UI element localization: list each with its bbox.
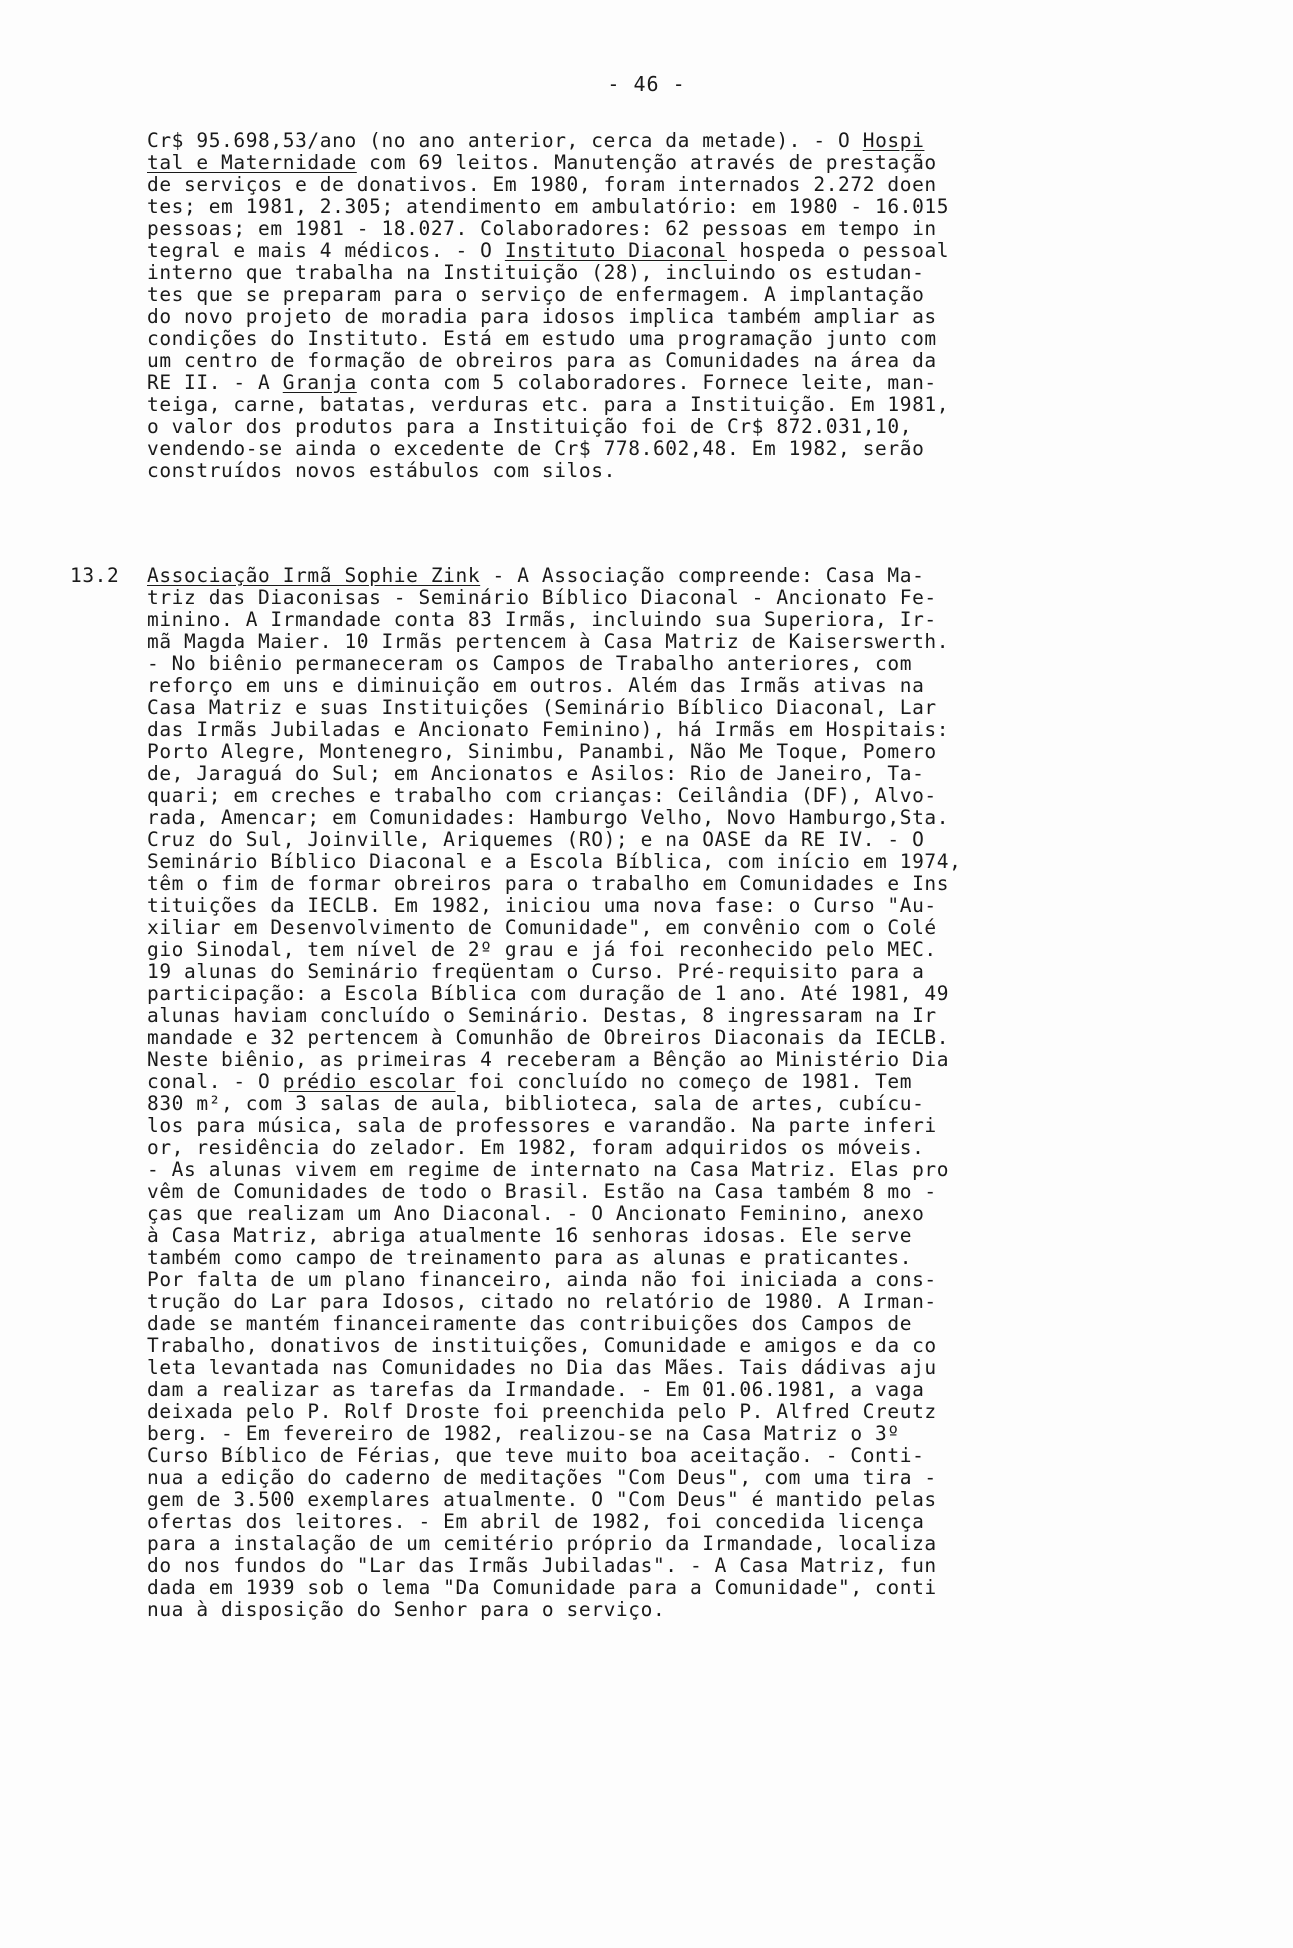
text-line: Trabalho, donativos de instituições, Comunidade e amigos e da co — [147, 1334, 937, 1357]
paragraph-hospital-instituto — [147, 130, 1162, 482]
text-line: gem de 3.500 exemplares atualmente. O "Com Deus" é mantido pelas — [147, 1488, 937, 1511]
text-line: Seminário Bíblico Diaconal e a Escola Bíblica, com início em 1974, — [147, 850, 962, 873]
text-line: rada, Amencar; em Comunidades: Hamburgo Velho, Novo Hamburgo,Sta. — [147, 806, 950, 829]
text-line: Casa Matriz e suas Instituições (Seminário Bíblico Diaconal, Lar — [147, 696, 937, 719]
text-line: de serviços e de donativos. Em 1980, foram internados 2.272 doen — [147, 173, 937, 196]
text-line: condições do Instituto. Está em estudo uma programação junto com — [147, 327, 937, 350]
text-line: Cr$ 95.698,53/ano (no ano anterior, cerca da metade). - O Hospi — [147, 129, 925, 152]
text-line: teiga, carne, batatas, verduras etc. para a Instituição. Em 1981, — [147, 393, 950, 416]
text-line: trução do Lar para Idosos, citado no relatório de 1980. A Irman- — [147, 1290, 937, 1313]
underlined-phrase: prédio escolar — [282, 1070, 456, 1093]
text-line: vendendo-se ainda o excedente de Cr$ 778.602,48. Em 1982, serão — [147, 437, 925, 460]
text-line: construídos novos estábulos com silos. — [147, 459, 616, 482]
text-line: tes que se preparam para o serviço de enfermagem. A implantação — [147, 283, 925, 306]
text-line: interno que trabalha na Instituição (28), incluindo os estudan- — [147, 261, 925, 284]
text-line: tegral e mais 4 médicos. - O Instituto Diaconal hospeda o pessoal — [147, 239, 950, 262]
text-line: ofertas dos leitores. - Em abril de 1982, foi concedida licença — [147, 1510, 925, 1533]
text-line: - As alunas vivem em regime de internato na Casa Matriz. Elas pro — [147, 1158, 950, 1181]
text-line: nua à disposição do Senhor para o serviço. — [147, 1598, 666, 1621]
text-line: o valor dos produtos para a Instituição foi de Cr$ 872.031,10, — [147, 415, 913, 438]
text-line: Associação Irmã Sophie Zink - A Associação compreende: Casa Ma- — [147, 564, 925, 587]
text-line: reforço em uns e diminuição em outros. Além das Irmãs ativas na — [147, 674, 925, 697]
text-line: conal. - O prédio escolar foi concluído no começo de 1981. Tem — [147, 1070, 913, 1093]
paragraph-associacao-sophie-zink — [147, 565, 1162, 1621]
text-line: Porto Alegre, Montenegro, Sinimbu, Panambi, Não Me Toque, Pomero — [147, 740, 937, 763]
text-line: tal e Maternidade com 69 leitos. Manutenção através de prestação — [147, 151, 937, 174]
text-line: dam a realizar as tarefas da Irmandade. - Em 01.06.1981, a vaga — [147, 1378, 925, 1401]
text-line: quari; em creches e trabalho com crianças: Ceilândia (DF), Alvo- — [147, 784, 937, 807]
text-line: nua a edição do caderno de meditações "Com Deus", com uma tira - — [147, 1466, 937, 1489]
section-number: 13.2 — [70, 564, 120, 587]
text-line: têm o fim de formar obreiros para o trabalho em Comunidades e Ins — [147, 872, 950, 895]
underlined-phrase: Granja — [282, 371, 357, 394]
text-line: à Casa Matriz, abriga atualmente 16 senhoras idosas. Ele serve — [147, 1224, 913, 1247]
underlined-phrase: Associação Irmã Sophie Zink — [147, 564, 481, 587]
text-line: RE II. - A Granja conta com 5 colaboradores. Fornece leite, man- — [147, 371, 937, 394]
text-line: gio Sinodal, tem nível de 2º grau e já foi reconhecido pelo MEC. — [147, 938, 937, 961]
text-line: 830 m², com 3 salas de aula, biblioteca, sala de artes, cubícu- — [147, 1092, 925, 1115]
text-line: pessoas; em 1981 - 18.027. Colaboradores: 62 pessoas em tempo in — [147, 217, 937, 240]
text-line: do nos fundos do "Lar das Irmãs Jubiladas". - A Casa Matriz, fun — [147, 1554, 937, 1577]
text-line: Neste biênio, as primeiras 4 receberam a Bênção ao Ministério Dia — [147, 1048, 950, 1071]
text-line: Por falta de um plano financeiro, ainda não foi iniciada a cons- — [147, 1268, 937, 1291]
text-line: dade se mantém financeiramente das contribuições dos Campos de — [147, 1312, 913, 1335]
text-line: tes; em 1981, 2.305; atendimento em ambulatório: em 1980 - 16.015 — [147, 195, 950, 218]
text-line: minino. A Irmandade conta 83 Irmãs, incluindo sua Superiora, Ir- — [147, 608, 937, 631]
text-line: participação: a Escola Bíblica com duração de 1 ano. Até 1981, 49 — [147, 982, 950, 1005]
text-line: berg. - Em fevereiro de 1982, realizou-se na Casa Matriz o 3º — [147, 1422, 900, 1445]
underlined-phrase: tal e Maternidade — [147, 151, 357, 174]
text-line: deixada pelo P. Rolf Droste foi preenchida pelo P. Alfred Creutz — [147, 1400, 937, 1423]
text-line: Cruz do Sul, Joinville, Ariquemes (RO); e na OASE da RE IV. - O — [147, 828, 925, 851]
text-line: do novo projeto de moradia para idosos implica também ampliar as — [147, 305, 937, 328]
text-line: Curso Bíblico de Férias, que teve muito boa aceitação. - Conti- — [147, 1444, 925, 1467]
text-line: para a instalação de um cemitério próprio da Irmandade, localiza — [147, 1532, 937, 1555]
text-line: - No biênio permaneceram os Campos de Trabalho anteriores, com — [147, 652, 913, 675]
page-number: - 46 - — [607, 72, 686, 96]
text-line: um centro de formação de obreiros para as Comunidades na área da — [147, 349, 937, 372]
text-line: ças que realizam um Ano Diaconal. - O Ancionato Feminino, anexo — [147, 1202, 925, 1225]
text-line: xiliar em Desenvolvimento de Comunidade", em convênio com o Colé — [147, 916, 937, 939]
underlined-phrase: Instituto Diaconal — [504, 239, 727, 262]
text-line: or, residência do zelador. Em 1982, foram adquiridos os móveis. — [147, 1136, 925, 1159]
text-line: tituições da IECLB. Em 1982, iniciou uma nova fase: o Curso "Au- — [147, 894, 937, 917]
text-line: los para música, sala de professores e varandão. Na parte inferi — [147, 1114, 937, 1137]
text-line: alunas haviam concluído o Seminário. Destas, 8 ingressaram na Ir — [147, 1004, 937, 1027]
text-line: mandade e 32 pertencem à Comunhão de Obreiros Diaconais da IECLB. — [147, 1026, 950, 1049]
text-line: dada em 1939 sob o lema "Da Comunidade para a Comunidade", conti — [147, 1576, 937, 1599]
text-line: triz das Diaconisas - Seminário Bíblico Diaconal - Ancionato Fe- — [147, 586, 937, 609]
text-line: vêm de Comunidades de todo o Brasil. Estão na Casa também 8 mo - — [147, 1180, 937, 1203]
text-line: mã Magda Maier. 10 Irmãs pertencem à Casa Matriz de Kaiserswerth. — [147, 630, 950, 653]
text-line: de, Jaraguá do Sul; em Ancionatos e Asilos: Rio de Janeiro, Ta- — [147, 762, 925, 785]
text-line: 19 alunas do Seminário freqüentam o Curso. Pré-requisito para a — [147, 960, 925, 983]
text-line: das Irmãs Jubiladas e Ancionato Feminino), há Irmãs em Hospitais: — [147, 718, 950, 741]
underlined-phrase: Hospi — [862, 129, 925, 152]
text-line: leta levantada nas Comunidades no Dia das Mães. Tais dádivas aju — [147, 1356, 937, 1379]
text-line: também como campo de treinamento para as alunas e praticantes. — [147, 1246, 913, 1269]
